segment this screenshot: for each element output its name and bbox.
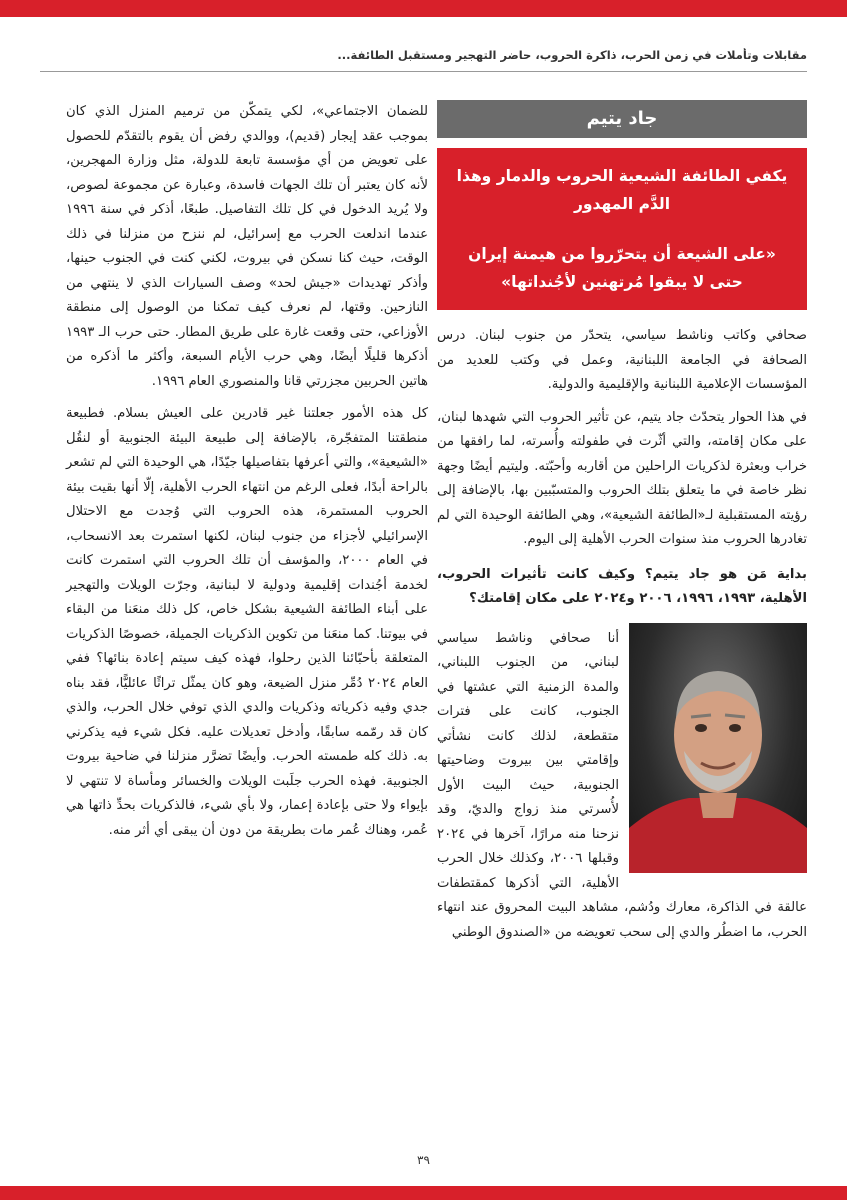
answer-paragraph: أنا صحافي وناشط سياسي لبناني، من الجنوب اللبناني، والمدة الزمنية التي عشتها في الجنوب، كانت على فترات متقطعة، لذلك كانت نشأتي وإقامتي بين بيروت وضاحيتها الجنوبية، حيث البيت الأول لأُسرتي منذ زواج والديّ، وقد نزحنا منه مرارًا، آخرها في ٢٠٢٤ وقبلها ٢٠٠٦، وكذلك خلال الحرب الأهلية، التي أذكرها كمقتطفات عالقة في الذاكرة، معارك ودُشم، مشاهد البيت المحروق عند انتهاء الحرب، ما اضطُر والدي إلى سحب تعويضه من «الصندوق الوطني: [437, 630, 807, 940]
left-paragraph-2: كل هذه الأمور جعلتنا غير قادرين على العيش بسلام. فطبيعة منطقتنا المتفجّرة، بالإضافة إلى طبيعة البيئة الجنوبية أو لنقُل «الشيعية»، والتي أعرفها بتفاصيلها جيّدًا، هي الوحيدة التي لم تشعر بالراحة أبدًا، فعلى الرغم من انتهاء الحرب الأهلية، إلّا أنها بقيت بيئة الحروب المستمرة، هذه الحروب التي وُجدت مع الاحتلال الإسرائيلي لأجزاء من جنوب لبنان، لكنها استمرت بعد الانسحاب، في العام ٢٠٠٠، والمؤسف أن تلك الحروب التي استمرت كانت لخدمة أجُندات إقليمية ودولية لا لبنانية، وجرّت الويلات والتهجير على أبناء الطائفة الشيعية بشكل خاص، كل ذلك منعَنا من البقاء في بيوتنا. كما منعَنا من تكوين الذكريات الجميلة، خصوصًا الذكريات المتعلقة بأحبّائنا الذين رحلوا، فهذه كيف سيتم إعادة بنائها؟ ففي العام ٢٠٢٤ دُمِّر منزل الضيعة، وهو كان يمثّل تراثًا عائليًّا، فقد بناه جدي وفيه ذكرياته وذكريات والدي الذي توفي خلال الحرب، والذي كان قد رمّمه سابقًا، وأدخل تعديلات عليه. فكل شيء فيه يذكرني به. ذلك كله طمسته الحرب. وأيضًا تضرَّر منزلنا في ضاحية بيروت الجنوبية. فهذه الحرب جلَبت الويلات والخسائر ومأساة لا تنتهي لا بإيواء ولا حتى بإعادة إعمار، ولا بأي شيء، فالذكريات بحدِّ ذاتها هي عُمر، وهناك عُمر مات بطريقة من دون أن يبقى أي أثر منه.: [66, 406, 428, 838]
right-column: [437, 100, 807, 945]
left-column: [66, 100, 428, 843]
intro-paragraph-1: صحافي وكاتب وناشط سياسي، يتحدّر من جنوب لبنان. درس الصحافة في الجامعة اللبنانية، وعمل في وكتب للعديد من المؤسسات الإعلامية اللبنانية والإقليمية والدولية.: [437, 328, 807, 392]
pull-quote-line-1: يكفي الطائفة الشيعية الحروب والدمار وهذا الدَّم المهدور: [456, 167, 788, 213]
interview-question: بداية مَن هو جاد يتيم؟ وكيف كانت تأثيرات الحروب، الأهلية، ١٩٩٣، ١٩٩٦، ٢٠٠٦ و٢٠٢٤ على مكان إقامتك؟: [437, 566, 807, 606]
page-number: ٣٩: [417, 1153, 430, 1167]
portrait-photo: [629, 623, 807, 873]
intro-paragraph-2: في هذا الحوار يتحدّث جاد يتيم، عن تأثير الحروب التي شهدها لبنان، على مكان إقامته، والتي أثّرت في طفولته وأُسرته، لما رافقها من خراب وبعثرة لذكريات الراحلين من أقاربه وأحبّته. وليتيم أيضًا وجهة نظر خاصة في ما يتعلق بتلك الحروب والمتسبّبين بها، بالإضافة إلى رؤيته المستقبلية لـ«الطائفة الشيعية»، وهي الطائفة الوحيدة التي لم تغادرها الحروب منذ سنوات الحرب الأهلية إلى اليوم.: [437, 409, 807, 547]
header-divider: [40, 71, 807, 72]
bottom-color-bar: [0, 1186, 847, 1200]
pull-quote-box: [437, 148, 807, 310]
interviewee-name: جاد يتيم: [437, 100, 807, 138]
running-header: مقابلات وتأملات في زمن الحرب، ذاكرة الحروب، حاضر التهجير ومستقبل الطائفة...: [337, 48, 807, 62]
answer-block: [437, 619, 807, 946]
left-paragraph-1: للضمان الاجتماعي»، لكي يتمكّن من ترميم المنزل الذي كان بموجب عقد إيجار (قديم)، ووالدي رفض أن يقوم بالتقدّم للحصول على تعويض من أي مؤسسة تابعة للدولة، مثل وزارة المهجرين، لأنه كان يعتبر أن تلك الجهات فاسدة، وعبارة عن مجموعة لصوص، ولا يُريد الدخول في كل تلك التفاصيل. طبعًا، أذكر في سنة ١٩٩٦ عندما اندلعت الحرب مع إسرائيل، لم ننزح من منزلنا في ذلك الوقت، حيث كنا نسكن في بيروت، لكني كنت في الجنوب حينها، وأذكر تهديدات «جيش لحد» وصف السيارات الذي لا ينتهي من النازحين. وقتها، لم نعرف كيف تمكنا من الوصول إلى منطقة الأوزاعي، حتى وقعت غارة على طريق المطار. حتى حرب الـ ١٩٩٣ أذكرها قليلًا أيضًا، وهي حرب الأيام السبعة، وأكثر ما أذكره من هاتين الحربين مجزرتي قانا والمنصوري العام ١٩٩٦.: [66, 104, 428, 389]
pull-quote-line-2: «على الشيعة أن يتحرّروا من هيمنة إيران حتى لا يبقوا مُرتهنين لأجُنداتها»: [468, 245, 776, 291]
top-color-bar: [0, 0, 847, 17]
portrait-illustration: [629, 623, 807, 873]
